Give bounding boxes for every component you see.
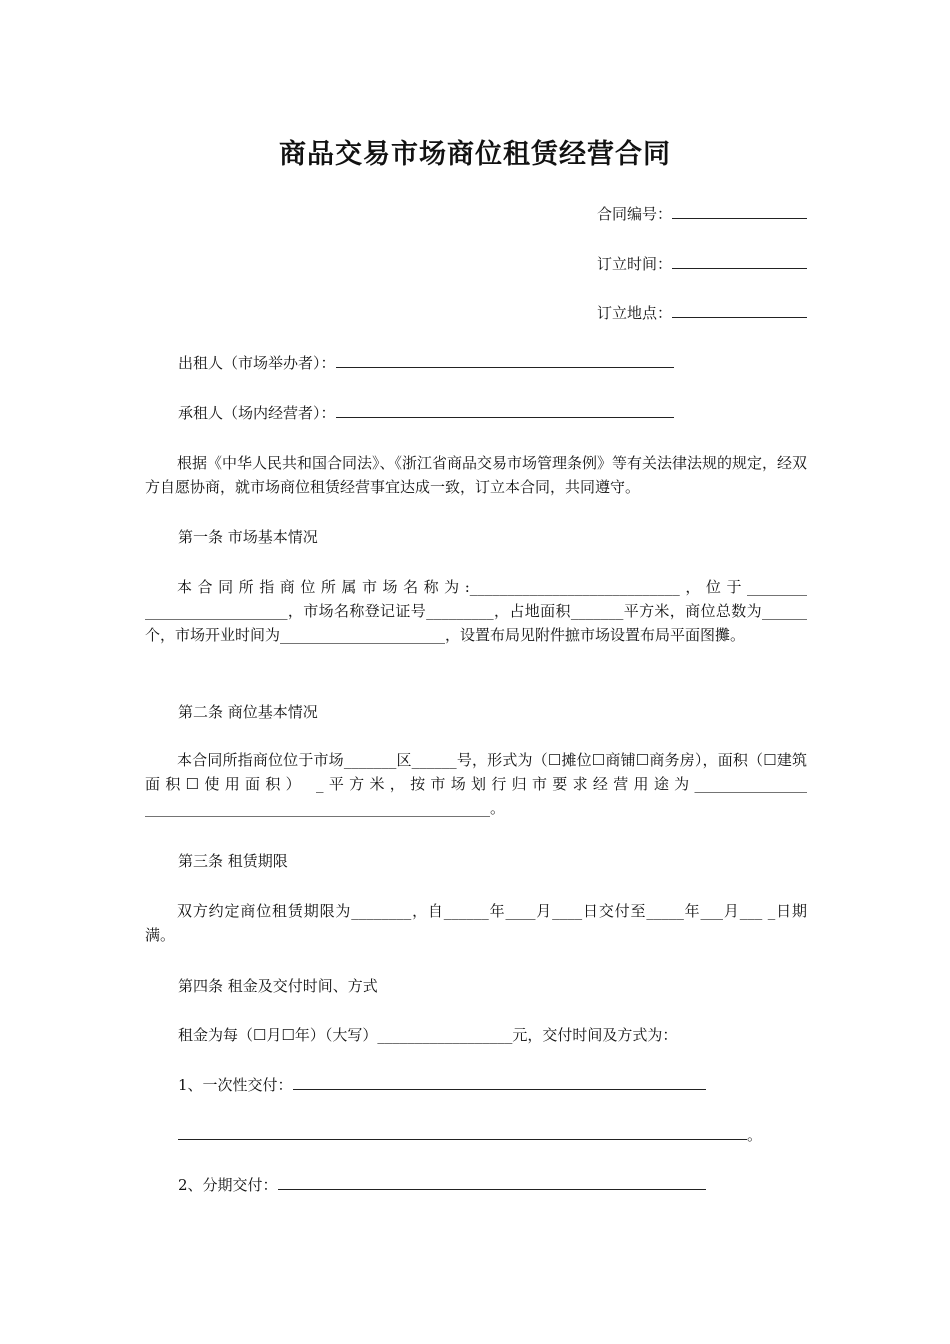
- signing-place-label: 订立地点：: [596, 304, 672, 322]
- signing-place-row: [597, 302, 807, 323]
- installment-row: [178, 1174, 706, 1195]
- preamble-paragraph: 根据《中华人民共和国合同法》、《浙江省商品交易市场管理条例》等有关法律法规的规定，经双方自愿协商，就市场商位租赁经营事宜达成一致，订立本合同，共同遵守。: [145, 454, 808, 496]
- signing-place-blank[interactable]: [672, 302, 807, 318]
- lessee-row: [178, 402, 674, 423]
- installment-blank[interactable]: [278, 1174, 706, 1190]
- article-1-heading: 第一条 市场基本情况: [178, 528, 318, 546]
- installment-label: 2、分期交付：: [178, 1176, 278, 1194]
- article-1-body: 本合同所指商位所属市场名称为:____________________________，位于________ ___________________，市场名称登记证号_________，占地面积_______平方米，商位总数为______个，市场开业时间为______________________，设置布局见附件摭市场设置布局平面图攤。: [145, 578, 807, 644]
- article-4-heading: 第四条 租金及交付时间、方式: [178, 977, 378, 995]
- lump-sum-blank[interactable]: [293, 1074, 706, 1090]
- signing-time-blank[interactable]: [672, 253, 807, 269]
- lump-sum-continuation-row: [178, 1124, 762, 1145]
- lump-sum-row: [178, 1074, 706, 1095]
- lump-sum-label: 1、一次性交付：: [178, 1076, 293, 1094]
- lessor-row: [178, 352, 674, 373]
- article-3-body: 双方约定商位租赁期限为________，自______年____月____日交付至_____年___月___ _日期满。: [145, 902, 807, 944]
- article-3-heading: 第三条 租赁期限: [178, 852, 288, 870]
- article-2-body: 本合同所指商位位于市场_______区______号，形式为（☐摊位☐商铺☐商务房），面积（☐建筑面积☐使用面积） _平方米，按市场划行归市要求经营用途为_______________ ______________________________________________。: [145, 751, 807, 817]
- contract-number-label: 合同编号：: [596, 205, 672, 223]
- lessor-label: 出租人（市场举办者）：: [178, 354, 336, 372]
- lessor-blank[interactable]: [336, 352, 674, 368]
- lump-sum-continuation-blank[interactable]: [178, 1124, 747, 1140]
- article-2-heading: 第二条 商位基本情况: [178, 703, 318, 721]
- signing-time-row: [597, 253, 807, 274]
- document-title: 商品交易市场商位租赁经营合同: [279, 139, 671, 170]
- rent-line: 租金为每（☐月☐年）（大写）__________________元，交付时间及方式为：: [178, 1026, 678, 1044]
- contract-number-blank[interactable]: [672, 203, 807, 219]
- lessee-label: 承租人（场内经营者）：: [178, 404, 336, 422]
- signing-time-label: 订立时间：: [596, 255, 672, 273]
- lump-sum-end-mark: 。: [747, 1126, 763, 1144]
- contract-number-row: [597, 203, 807, 224]
- lessee-blank[interactable]: [336, 402, 674, 418]
